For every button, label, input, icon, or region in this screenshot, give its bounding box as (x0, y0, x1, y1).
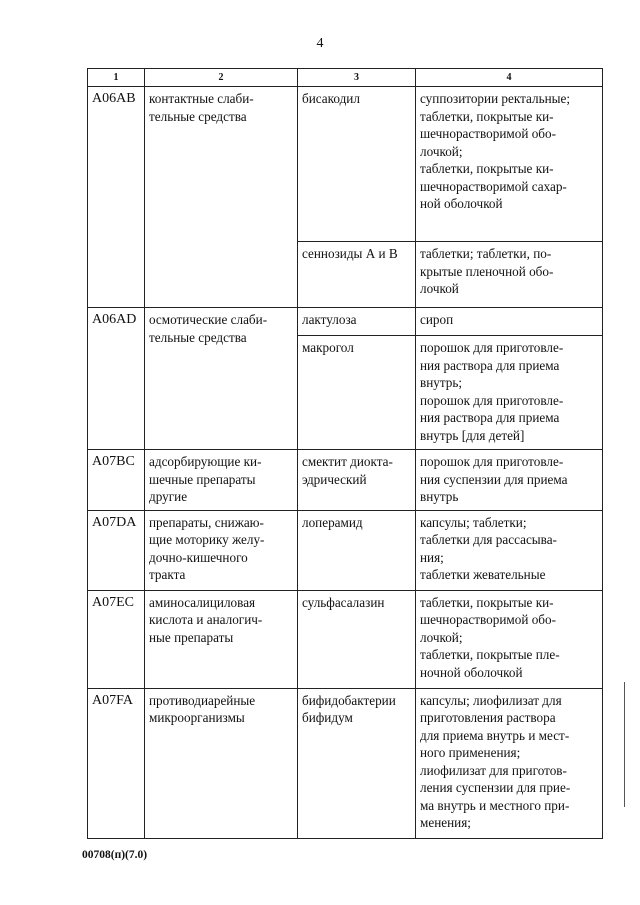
atc-code: A07EC (88, 590, 145, 688)
column-header: 2 (145, 69, 298, 87)
drug-name: бисакодил (298, 87, 416, 242)
dosage-forms: капсулы; таблетки; таблетки для рассасыва- ния; таблетки жевательные (416, 510, 603, 590)
pharmacological-group: адсорбирующие ки- шечные препараты другие (145, 450, 298, 511)
drug-table (87, 68, 603, 839)
dosage-forms: суппозитории ректальные; таблетки, покрытые ки- шечнорастворимой обо- лочкой; таблетки, покрытые ки- шечнорастворимой сахар- ной оболочкой (416, 87, 603, 242)
drug-name: лоперамид (298, 510, 416, 590)
atc-code: A07BC (88, 450, 145, 511)
dosage-forms: порошок для приготовле- ния раствора для приема внутрь; порошок для приготовле- ния раствора для приема внутрь [для детей] (416, 336, 603, 450)
drug-name: макрогол (298, 336, 416, 450)
atc-code: A07FA (88, 688, 145, 838)
document-code: 00708(п)(7.0) (82, 849, 148, 861)
atc-code: A06AD (88, 308, 145, 450)
scan-edge-line (624, 682, 625, 807)
table-row (88, 688, 603, 838)
table-row (88, 308, 603, 336)
column-header: 3 (298, 69, 416, 87)
pharmacological-group: препараты, снижаю- щие моторику желу- дочно-кишечного тракта (145, 510, 298, 590)
table-row (88, 87, 603, 242)
drug-name: смектит диокта- эдрический (298, 450, 416, 511)
page-number: 4 (316, 36, 324, 51)
drug-name: сульфасалазин (298, 590, 416, 688)
pharmacological-group: контактные слаби- тельные средства (145, 87, 298, 308)
dosage-forms: порошок для приготовле- ния суспензии для приема внутрь (416, 450, 603, 511)
pharmacological-group: противодиарейные микроорганизмы (145, 688, 298, 838)
table-row (88, 590, 603, 688)
pharmacological-group: аминосалициловая кислота и аналогич- ные препараты (145, 590, 298, 688)
drug-name: бифидобактерии бифидум (298, 688, 416, 838)
column-header: 4 (416, 69, 603, 87)
table-row (88, 450, 603, 511)
dosage-forms: капсулы; лиофилизат для приготовления раствора для приема внутрь и мест- ного применения; лиофилизат для приготов- ления суспензии для прие- ма внутрь и местного при- менения; (416, 688, 603, 838)
column-header: 1 (88, 69, 145, 87)
table-header-row (88, 69, 603, 87)
atc-code: A07DA (88, 510, 145, 590)
table-row (88, 510, 603, 590)
pharmacological-group: осмотические слаби- тельные средства (145, 308, 298, 450)
dosage-forms: таблетки, покрытые ки- шечнорастворимой обо- лочкой; таблетки, покрытые пле- ночной оболочкой (416, 590, 603, 688)
atc-code: A06AB (88, 87, 145, 308)
drug-name: лактулоза (298, 308, 416, 336)
dosage-forms: сироп (416, 308, 603, 336)
dosage-forms: таблетки; таблетки, по- крытые пленочной обо- лочкой (416, 242, 603, 308)
drug-name: сеннозиды А и В (298, 242, 416, 308)
